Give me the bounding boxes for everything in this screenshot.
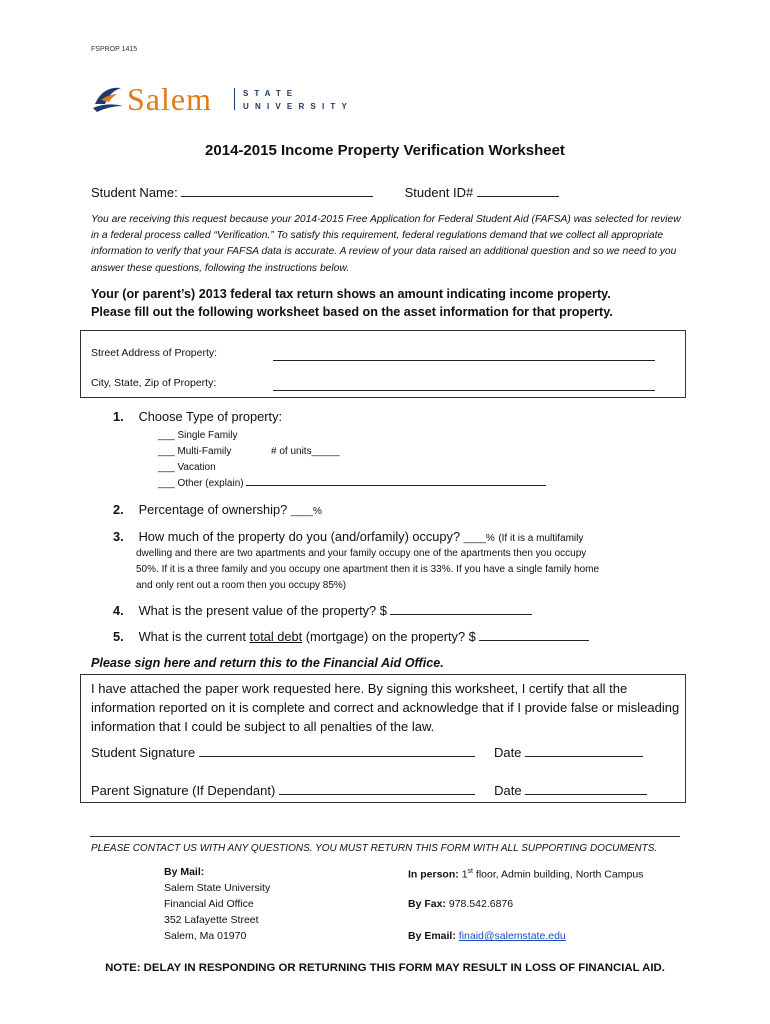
mail-contact bbox=[164, 864, 270, 944]
logo-university-text: UNIVERSITY bbox=[243, 102, 354, 111]
email-contact bbox=[408, 928, 566, 944]
email-label: By Email: bbox=[408, 930, 456, 942]
intro-paragraph: You are receiving this request because your 2014-2015 Free Application for Federal Student Aid (FAFSA) was selected for review in a federal process called “Verification.” To satisfy this requirement, federal regulations demand that we collect all appropriate information to verify that your FAFSA data is accurate. A review of your data raised an additional question and so we need to you answer these questions, following the instructions below. bbox=[91, 214, 681, 274]
university-logo bbox=[91, 80, 381, 120]
student-signature-row bbox=[91, 745, 643, 760]
option-multi-family[interactable]: ___ Multi-Family bbox=[158, 446, 232, 457]
in-person-floor: 1 bbox=[461, 868, 468, 881]
sailboat-logo-icon bbox=[91, 82, 125, 116]
question-3-number: 3. bbox=[113, 529, 124, 544]
student-name-label: Student Name: bbox=[91, 185, 178, 200]
occupy-percent-field[interactable]: ____% bbox=[463, 533, 495, 544]
email-link[interactable]: finaid@salemstate.edu bbox=[458, 930, 566, 942]
street-address-field[interactable] bbox=[273, 359, 655, 361]
contact-note: PLEASE CONTACT US WITH ANY QUESTIONS. YOU MUST RETURN THIS FORM WITH ALL SUPPORTING DOCUMENTS. bbox=[91, 843, 658, 854]
student-info-row bbox=[91, 185, 559, 200]
in-person-contact bbox=[408, 864, 643, 883]
parent-signature-row bbox=[91, 783, 647, 798]
mail-line-4: Salem, Ma 01970 bbox=[164, 930, 247, 942]
question-5-number: 5. bbox=[113, 629, 124, 644]
student-id-field[interactable] bbox=[477, 196, 559, 197]
student-signature-label: Student Signature bbox=[91, 745, 196, 760]
instruction-line-1: Your (or parent’s) 2013 federal tax return shows an amount indicating income property. bbox=[91, 287, 611, 301]
ownership-percent-field[interactable]: ____% bbox=[290, 506, 322, 517]
question-3-note-inline: (If it is a multifamily bbox=[498, 533, 584, 544]
question-1-text: Choose Type of property: bbox=[138, 409, 283, 424]
separator-line bbox=[90, 836, 680, 837]
question-4-number: 4. bbox=[113, 603, 124, 618]
instruction-line-2: Please fill out the following worksheet based on the asset information for that property. bbox=[91, 305, 613, 319]
parent-date-label: Date bbox=[494, 783, 522, 798]
mail-line-1: Salem State University bbox=[164, 882, 271, 894]
certification-box bbox=[80, 674, 686, 803]
fax-label: By Fax: bbox=[408, 898, 446, 910]
logo-divider bbox=[234, 88, 235, 110]
sign-heading: Please sign here and return this to the Financial Aid Office. bbox=[91, 656, 444, 670]
question-5 bbox=[113, 629, 589, 644]
fax-number: 978.542.6876 bbox=[448, 898, 514, 910]
question-3-note-line-2: 50%. If it is a three family and you occupy one apartment then it is 33%. If you have a single family home bbox=[136, 564, 600, 575]
in-person-sup: st bbox=[467, 868, 473, 875]
logo-state-text: STATE bbox=[243, 89, 299, 98]
question-5-total-debt: total debt bbox=[249, 629, 303, 644]
mail-line-2: Financial Aid Office bbox=[164, 898, 254, 910]
instruction-text bbox=[91, 285, 691, 321]
total-debt-field[interactable] bbox=[479, 640, 589, 641]
document-title: 2014-2015 Income Property Verification Worksheet bbox=[205, 142, 565, 159]
question-3-note-line-1: dwelling and there are two apartments and your family occupy one of the apartments then you occupy bbox=[136, 548, 587, 559]
parent-date-field[interactable] bbox=[525, 794, 647, 795]
option-other[interactable] bbox=[158, 478, 546, 489]
property-address-box bbox=[80, 330, 686, 398]
option-vacation[interactable]: ___ Vacation bbox=[158, 462, 216, 473]
in-person-location: floor, Admin building, North Campus bbox=[472, 868, 644, 881]
student-date-label: Date bbox=[493, 745, 522, 760]
city-state-zip-label: City, State, Zip of Property: bbox=[91, 377, 217, 389]
option-other-label: ___ Other (explain) bbox=[158, 478, 247, 489]
fax-contact bbox=[408, 896, 513, 912]
question-5-text-b: (mortgage) on the property? $ bbox=[302, 629, 476, 644]
question-2-number: 2. bbox=[113, 502, 124, 517]
certification-text: I have attached the paper work requested here. By signing this worksheet, I certify that all the information reported on it is complete and correct and acknowledge that if I provide false or misleading information that I could be subject to all penalties of the law. bbox=[91, 681, 680, 734]
city-state-zip-field[interactable] bbox=[273, 389, 655, 391]
question-3-text: How much of the property do you (and/orfamily) occupy? bbox=[138, 529, 461, 544]
question-1 bbox=[113, 409, 282, 424]
parent-signature-label: Parent Signature (If Dependant) bbox=[91, 783, 276, 798]
question-3-note bbox=[136, 546, 599, 594]
question-3-note-line-3: and only rent out a room then you occupy 85%) bbox=[136, 580, 347, 591]
mail-label: By Mail: bbox=[164, 866, 205, 878]
logo-wordmark: Salem bbox=[127, 81, 212, 117]
final-note: NOTE: DELAY IN RESPONDING OR RETURNING THIS FORM MAY RESULT IN LOSS OF FINANCIAL AID. bbox=[105, 962, 665, 974]
question-2 bbox=[113, 502, 322, 517]
street-address-label: Street Address of Property: bbox=[91, 347, 218, 359]
mail-line-3: 352 Lafayette Street bbox=[164, 914, 259, 926]
question-3 bbox=[113, 529, 583, 544]
student-name-field[interactable] bbox=[181, 196, 373, 197]
question-5-text-a: What is the current bbox=[138, 629, 250, 644]
parent-signature-field[interactable] bbox=[279, 794, 475, 795]
option-single-family[interactable]: ___ Single Family bbox=[158, 430, 238, 441]
units-field[interactable]: # of units_____ bbox=[271, 446, 340, 457]
other-explain-field[interactable] bbox=[246, 485, 546, 486]
in-person-label: In person: bbox=[408, 868, 459, 881]
form-code: FSPROP 1415 bbox=[91, 46, 138, 53]
question-4-text: What is the present value of the property? $ bbox=[138, 603, 387, 618]
present-value-field[interactable] bbox=[390, 614, 532, 615]
student-signature-field[interactable] bbox=[199, 756, 475, 757]
question-4 bbox=[113, 603, 532, 618]
question-1-number: 1. bbox=[113, 409, 124, 424]
student-date-field[interactable] bbox=[525, 756, 643, 757]
question-2-text: Percentage of ownership? bbox=[138, 502, 288, 517]
student-id-label: Student ID# bbox=[404, 185, 474, 200]
